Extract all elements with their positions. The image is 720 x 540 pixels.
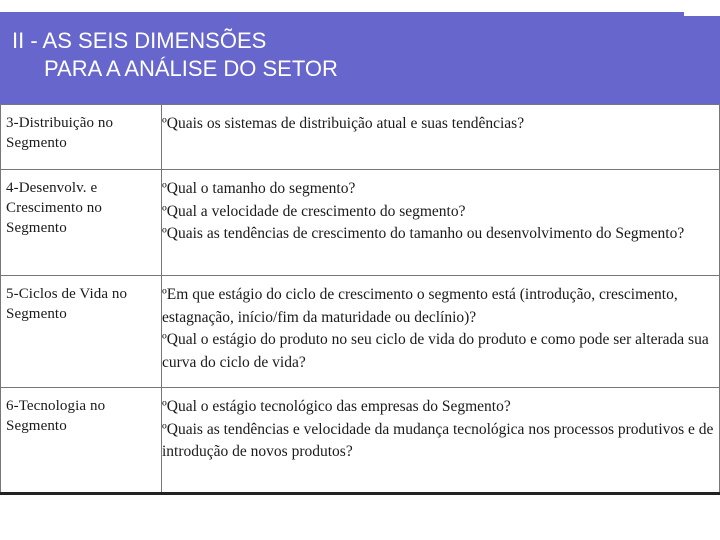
questions-cell: [162, 170, 720, 276]
question-text: ºQual o estágio tecnológico das empresas do Segmento?: [162, 398, 511, 415]
dimension-label: 3-Distribuição no Segmento: [6, 115, 114, 151]
dimensions-table: [0, 104, 720, 495]
question-text: ºQual a velocidade de crescimento do segmento?: [162, 202, 466, 220]
dimension-cell: [1, 276, 162, 388]
questions-cell: [162, 276, 720, 388]
question-text: ºQuais as tendências e velocidade da mudança tecnológica nos processos produtivos e de introdução de novos produtos?: [162, 420, 714, 460]
dimension-label: 4-Desenvolv. e Crescimento no Segmento: [6, 180, 102, 236]
question-text: ºQuais os sistemas de distribuição atual e suas tendências?: [162, 115, 525, 132]
question-text: ºQual o estágio do produto no seu ciclo de vida do produto e como pode ser alterada sua curva do ciclo de vida?: [162, 331, 709, 371]
table-row: [1, 170, 720, 276]
dimension-label: 6-Tecnologia no Segmento: [6, 398, 106, 434]
questions-cell: [162, 105, 720, 170]
question-text: ºQuais as tendências de crescimento do tamanho ou desenvolvimento do Segmento?: [162, 225, 685, 242]
table-row: [1, 388, 720, 494]
dimension-cell: [1, 170, 162, 276]
slide-title-line-1: II - AS SEIS DIMENSÕES: [12, 28, 267, 53]
table-row: [1, 105, 720, 170]
table-row: [1, 276, 720, 388]
dimension-cell: [1, 105, 162, 170]
title-bar-notch: [684, 12, 720, 16]
question-text: ºEm que estágio do ciclo de crescimento o segmento está (introdução, crescimento, estagnação, início/fim da maturidade ou declínio)?: [162, 286, 678, 326]
question-text: ºQual o tamanho do segmento?: [162, 180, 356, 197]
title-bar: [0, 12, 720, 104]
dimension-label: 5-Ciclos de Vida no Segmento: [6, 286, 128, 322]
questions-cell: [162, 388, 720, 494]
dimension-cell: [1, 388, 162, 494]
slide-title-line-2: PARA A ANÁLISE DO SETOR: [44, 56, 338, 81]
